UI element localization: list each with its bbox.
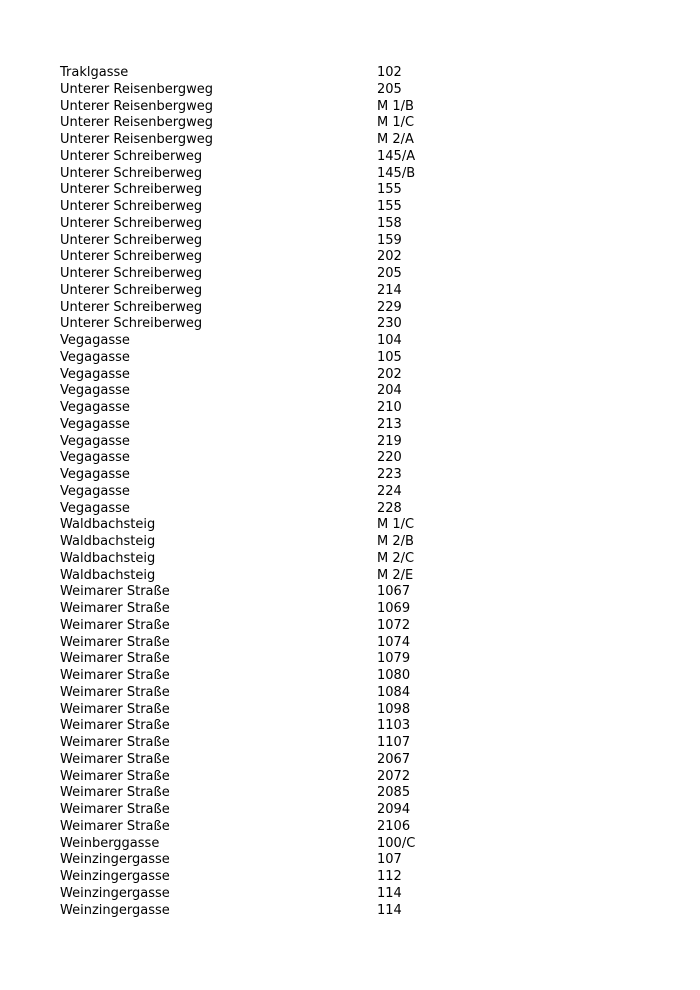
street-name: Weimarer Straße (60, 718, 170, 734)
house-number: 114 (377, 902, 402, 918)
list-item (60, 115, 660, 132)
house-number: 229 (377, 299, 402, 315)
list-item (60, 82, 660, 99)
list-item (60, 333, 660, 350)
street-name: Vegagasse (60, 400, 130, 415)
list-item (60, 903, 660, 920)
list-item (60, 551, 660, 568)
house-number: M 1/C (377, 517, 415, 533)
house-number: 214 (377, 282, 402, 298)
list-item (60, 752, 660, 769)
house-number: 1098 (377, 701, 411, 717)
list-item (60, 383, 660, 400)
house-number: 2072 (377, 768, 411, 784)
street-name: Weimarer Straße (60, 818, 170, 834)
street-name: Weinberggasse (60, 835, 160, 851)
list-item (60, 199, 660, 216)
house-number: 105 (377, 349, 402, 365)
list-item (60, 517, 660, 534)
house-number: M 1/C (377, 115, 415, 131)
house-number: 100/C (377, 835, 416, 851)
house-number: 2094 (377, 802, 411, 817)
house-number: M 2/A (377, 132, 414, 147)
street-name: Unterer Schreiberweg (60, 316, 203, 332)
street-name: Weimarer Straße (60, 701, 170, 717)
list-item (60, 668, 660, 685)
house-number: 102 (377, 65, 402, 80)
list-item (60, 534, 660, 551)
list-item (60, 651, 660, 668)
street-name: Weinzingergasse (60, 869, 170, 884)
street-name: Vegagasse (60, 450, 130, 466)
list-item (60, 886, 660, 903)
list-item (60, 718, 660, 735)
street-name: Unterer Schreiberweg (60, 249, 203, 265)
street-name: Unterer Schreiberweg (60, 199, 203, 214)
list-item (60, 769, 660, 786)
house-number: 1079 (377, 651, 411, 667)
list-item (60, 702, 660, 719)
street-name: Vegagasse (60, 349, 130, 365)
street-name: Weinzingergasse (60, 885, 170, 901)
street-name: Unterer Schreiberweg (60, 299, 203, 315)
list-item (60, 802, 660, 819)
street-name: Unterer Schreiberweg (60, 182, 203, 198)
house-number: 1069 (377, 601, 411, 616)
street-name: Weimarer Straße (60, 802, 170, 817)
list-item (60, 836, 660, 853)
list-item (60, 266, 660, 283)
house-number: 205 (377, 81, 402, 97)
street-name: Vegagasse (60, 333, 130, 348)
street-name: Weimarer Straße (60, 785, 170, 801)
house-number: 1103 (377, 718, 411, 734)
house-number: 204 (377, 383, 402, 399)
street-name: Vegagasse (60, 383, 130, 399)
street-name: Unterer Schreiberweg (60, 148, 203, 164)
list-item (60, 434, 660, 451)
street-name: Weimarer Straße (60, 768, 170, 784)
street-name: Weimarer Straße (60, 684, 170, 700)
street-name: Weimarer Straße (60, 651, 170, 667)
list-item (60, 450, 660, 467)
street-name: Unterer Schreiberweg (60, 215, 203, 231)
list-item (60, 166, 660, 183)
house-number: 2106 (377, 818, 411, 834)
list-item (60, 584, 660, 601)
list-item (60, 249, 660, 266)
house-number: 1084 (377, 684, 411, 700)
street-name: Weimarer Straße (60, 601, 170, 616)
list-item (60, 501, 660, 518)
house-number: 158 (377, 215, 402, 231)
list-item (60, 601, 660, 618)
street-name: Vegagasse (60, 467, 130, 482)
house-number: 1107 (377, 735, 411, 750)
list-item (60, 400, 660, 417)
street-name: Unterer Reisenbergweg (60, 81, 213, 97)
street-name: Weinzingergasse (60, 852, 170, 868)
street-name: Waldbachsteig (60, 567, 156, 583)
house-number: 210 (377, 400, 402, 415)
street-name: Waldbachsteig (60, 534, 156, 549)
house-number: M 2/C (377, 550, 415, 566)
house-number: M 1/B (377, 98, 414, 114)
street-name: Weimarer Straße (60, 634, 170, 650)
street-name: Weimarer Straße (60, 735, 170, 750)
house-number: 228 (377, 500, 402, 516)
street-name: Vegagasse (60, 416, 130, 432)
street-name: Vegagasse (60, 366, 130, 382)
list-item (60, 99, 660, 116)
street-name: Unterer Reisenbergweg (60, 132, 213, 147)
house-number: 2085 (377, 785, 411, 801)
list-item (60, 316, 660, 333)
list-item (60, 785, 660, 802)
street-name: Vegagasse (60, 433, 130, 449)
house-number: 155 (377, 199, 402, 214)
house-number: 145/B (377, 165, 416, 181)
house-number: 159 (377, 232, 402, 248)
list-item (60, 216, 660, 233)
list-item (60, 350, 660, 367)
list-item (60, 132, 660, 149)
house-number: 104 (377, 333, 402, 348)
street-name: Weimarer Straße (60, 668, 170, 683)
street-name: Unterer Schreiberweg (60, 165, 203, 181)
house-number: 112 (377, 869, 402, 884)
list-item (60, 65, 660, 82)
list-item (60, 149, 660, 166)
list-item (60, 484, 660, 501)
house-number: 224 (377, 483, 402, 499)
address-list (60, 65, 660, 919)
street-name: Unterer Reisenbergweg (60, 98, 213, 114)
list-item (60, 618, 660, 635)
house-number: 202 (377, 249, 402, 265)
list-item (60, 300, 660, 317)
street-name: Weimarer Straße (60, 751, 170, 767)
street-name: Vegagasse (60, 483, 130, 499)
street-name: Unterer Schreiberweg (60, 282, 203, 298)
list-item (60, 635, 660, 652)
list-item (60, 735, 660, 752)
street-name: Waldbachsteig (60, 550, 156, 566)
house-number: 213 (377, 416, 402, 432)
house-number: 114 (377, 885, 402, 901)
list-item (60, 685, 660, 702)
house-number: 1080 (377, 668, 411, 683)
house-number: M 2/E (377, 567, 414, 583)
list-item (60, 233, 660, 250)
house-number: 155 (377, 182, 402, 198)
list-item (60, 367, 660, 384)
house-number: 202 (377, 366, 402, 382)
house-number: 145/A (377, 148, 416, 164)
list-item (60, 283, 660, 300)
house-number: 2067 (377, 751, 411, 767)
house-number: 1067 (377, 584, 411, 600)
house-number: 107 (377, 852, 402, 868)
list-item (60, 568, 660, 585)
house-number: 219 (377, 433, 402, 449)
street-name: Waldbachsteig (60, 517, 156, 533)
house-number: 230 (377, 316, 402, 332)
house-number: 205 (377, 266, 402, 281)
list-item (60, 852, 660, 869)
list-item (60, 467, 660, 484)
list-item (60, 869, 660, 886)
street-name: Weinzingergasse (60, 902, 170, 918)
street-name: Unterer Reisenbergweg (60, 115, 213, 131)
street-name: Vegagasse (60, 500, 130, 516)
street-name: Weimarer Straße (60, 617, 170, 633)
street-name: Unterer Schreiberweg (60, 232, 203, 248)
house-number: 1072 (377, 617, 411, 633)
house-number: 223 (377, 467, 402, 482)
house-number: M 2/B (377, 534, 414, 549)
list-item (60, 417, 660, 434)
street-name: Weimarer Straße (60, 584, 170, 600)
street-name: Unterer Schreiberweg (60, 266, 203, 281)
house-number: 220 (377, 450, 402, 466)
list-item (60, 819, 660, 836)
house-number: 1074 (377, 634, 411, 650)
list-item (60, 182, 660, 199)
street-name: Traklgasse (60, 65, 129, 80)
